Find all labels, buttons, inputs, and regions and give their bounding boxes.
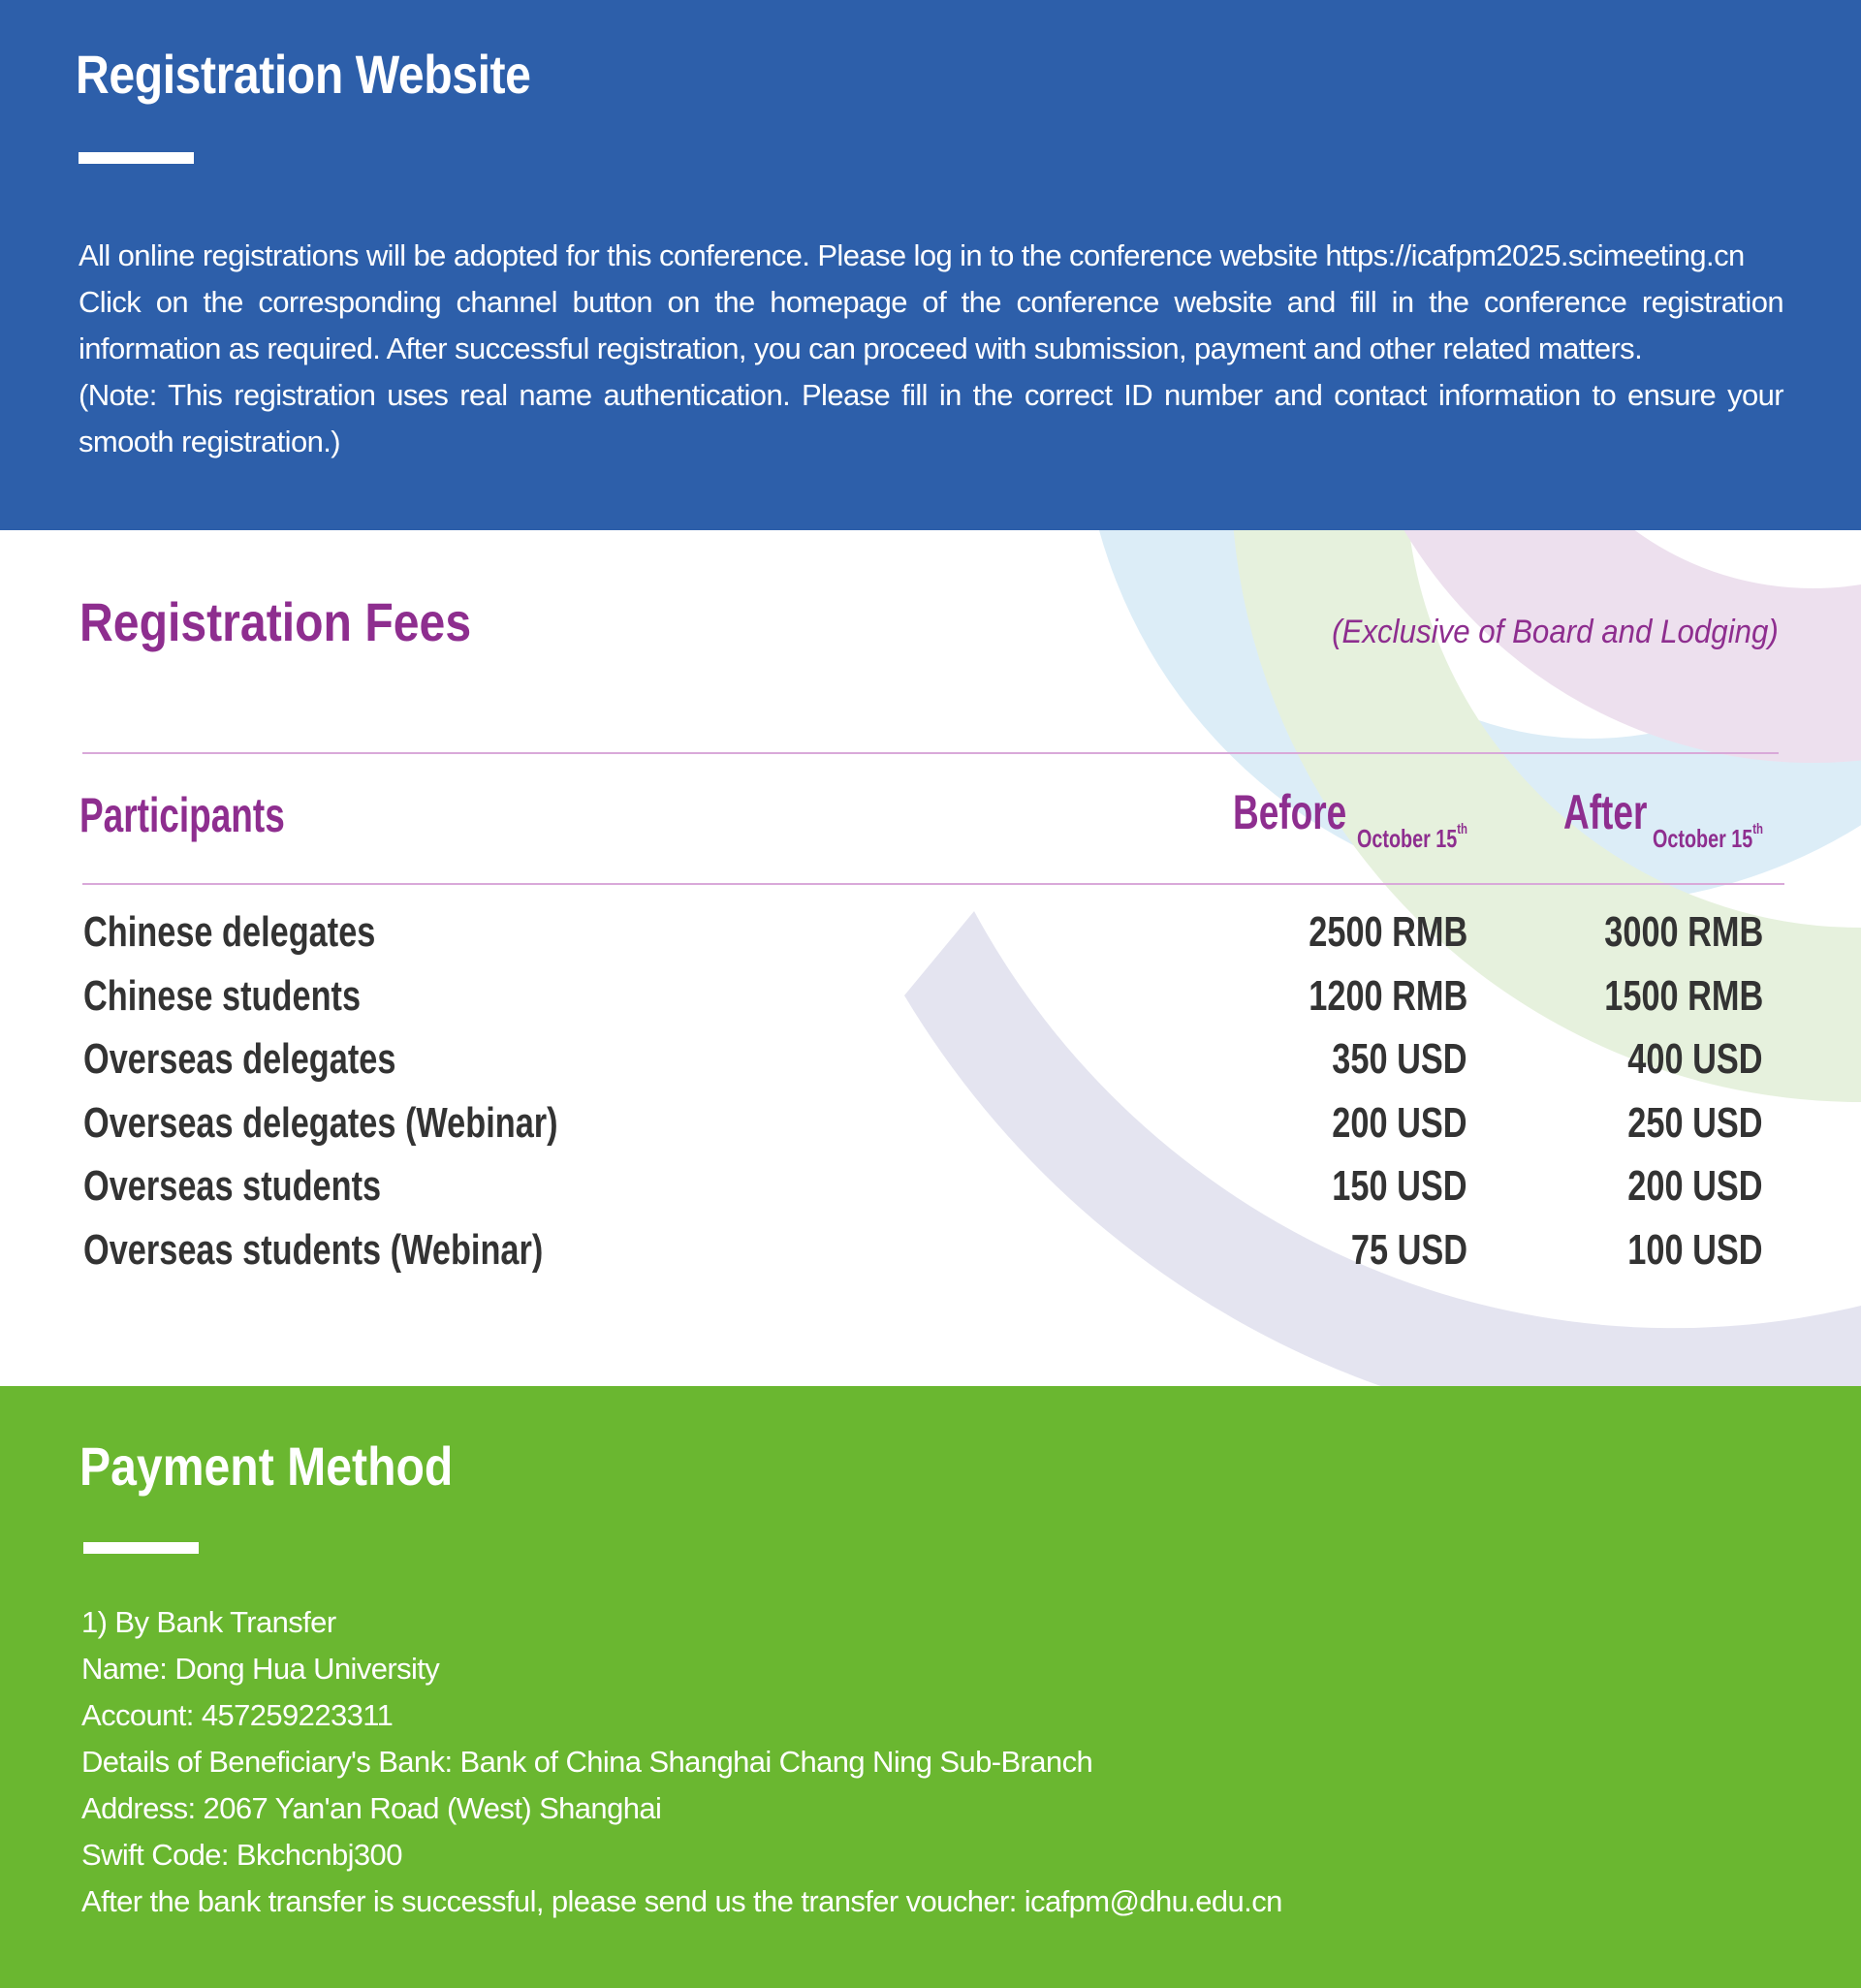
after-column-header: After: [1563, 785, 1648, 839]
participant-type: Overseas students: [83, 1162, 382, 1211]
fee-after: 400 USD: [1627, 1035, 1763, 1084]
payment-line-name: Name: Dong Hua University: [81, 1652, 440, 1686]
registration-website-body: [79, 233, 1783, 465]
before-column-header: Before: [1233, 785, 1347, 839]
payment-details: [81, 1599, 1282, 1925]
title-underline: [83, 1542, 199, 1554]
before-column-date: October 15th: [1357, 821, 1467, 853]
registration-website-section: [0, 0, 1861, 530]
participants-column-header: Participants: [79, 788, 285, 842]
fee-before: 2500 RMB: [1308, 908, 1467, 956]
fee-after: 1500 RMB: [1603, 971, 1763, 1020]
fee-after: 200 USD: [1627, 1162, 1763, 1211]
registration-paragraph: Click on the corresponding channel button on the homepage of the conference website and fill in the conference registration information as required. After successful registration, you can proceed with submission, payment and other related matters.: [79, 285, 1783, 365]
payment-line-account: Account: 457259223311: [81, 1698, 394, 1732]
participant-type: Overseas delegates: [83, 1035, 396, 1084]
participant-type: Chinese delegates: [83, 908, 376, 956]
payment-method-title: Payment Method: [79, 1436, 454, 1497]
fee-after: 250 USD: [1627, 1098, 1763, 1147]
registration-fees-title: Registration Fees: [79, 591, 472, 652]
participant-type: Chinese students: [83, 971, 362, 1020]
payment-line-method: 1) By Bank Transfer: [81, 1605, 336, 1639]
registration-fees-section: [0, 530, 1861, 1386]
payment-method-section: [0, 1386, 1861, 1988]
fee-before: 1200 RMB: [1308, 971, 1467, 1020]
payment-line-swift: Swift Code: Bkchcnbj300: [81, 1838, 402, 1872]
payment-line-bank: Details of Beneficiary's Bank: Bank of China Shanghai Chang Ning Sub-Branch: [81, 1745, 1093, 1779]
fee-after: 3000 RMB: [1603, 908, 1763, 956]
fees-note: (Exclusive of Board and Lodging): [1332, 614, 1779, 650]
payment-line-address: Address: 2067 Yan'an Road (West) Shanghai: [81, 1791, 662, 1825]
fee-before: 200 USD: [1332, 1098, 1467, 1147]
registration-note: (Note: This registration uses real name authentication. Please fill in the correct ID number and contact information to ensure your smooth registration.): [79, 378, 1783, 458]
fee-after: 100 USD: [1627, 1226, 1763, 1274]
table-header-divider: [82, 883, 1784, 885]
fee-table-row: [0, 908, 1861, 972]
fee-table-row: [0, 1226, 1861, 1290]
fee-table-row: [0, 972, 1861, 1036]
fee-table-row: [0, 1099, 1861, 1163]
participant-type: Overseas delegates (Webinar): [83, 1098, 558, 1147]
payment-line-voucher: After the bank transfer is successful, please send us the transfer voucher: icafpm@dhu.edu.cn: [81, 1884, 1282, 1918]
title-underline: [79, 152, 194, 164]
fee-before: 75 USD: [1350, 1226, 1467, 1274]
fee-before: 350 USD: [1332, 1035, 1467, 1084]
participant-type: Overseas students (Webinar): [83, 1226, 544, 1274]
registration-paragraph: All online registrations will be adopted for this conference. Please log in to the conference website https://icafpm2025.scimeeting.cn: [79, 238, 1745, 272]
fee-before: 150 USD: [1332, 1162, 1467, 1211]
after-column-date: October 15th: [1653, 821, 1763, 853]
decor-arc-pink: [1425, 530, 1861, 676]
fee-table-row: [0, 1162, 1861, 1226]
table-top-divider: [82, 752, 1779, 754]
fee-table-row: [0, 1035, 1861, 1099]
registration-website-title: Registration Website: [76, 44, 531, 105]
